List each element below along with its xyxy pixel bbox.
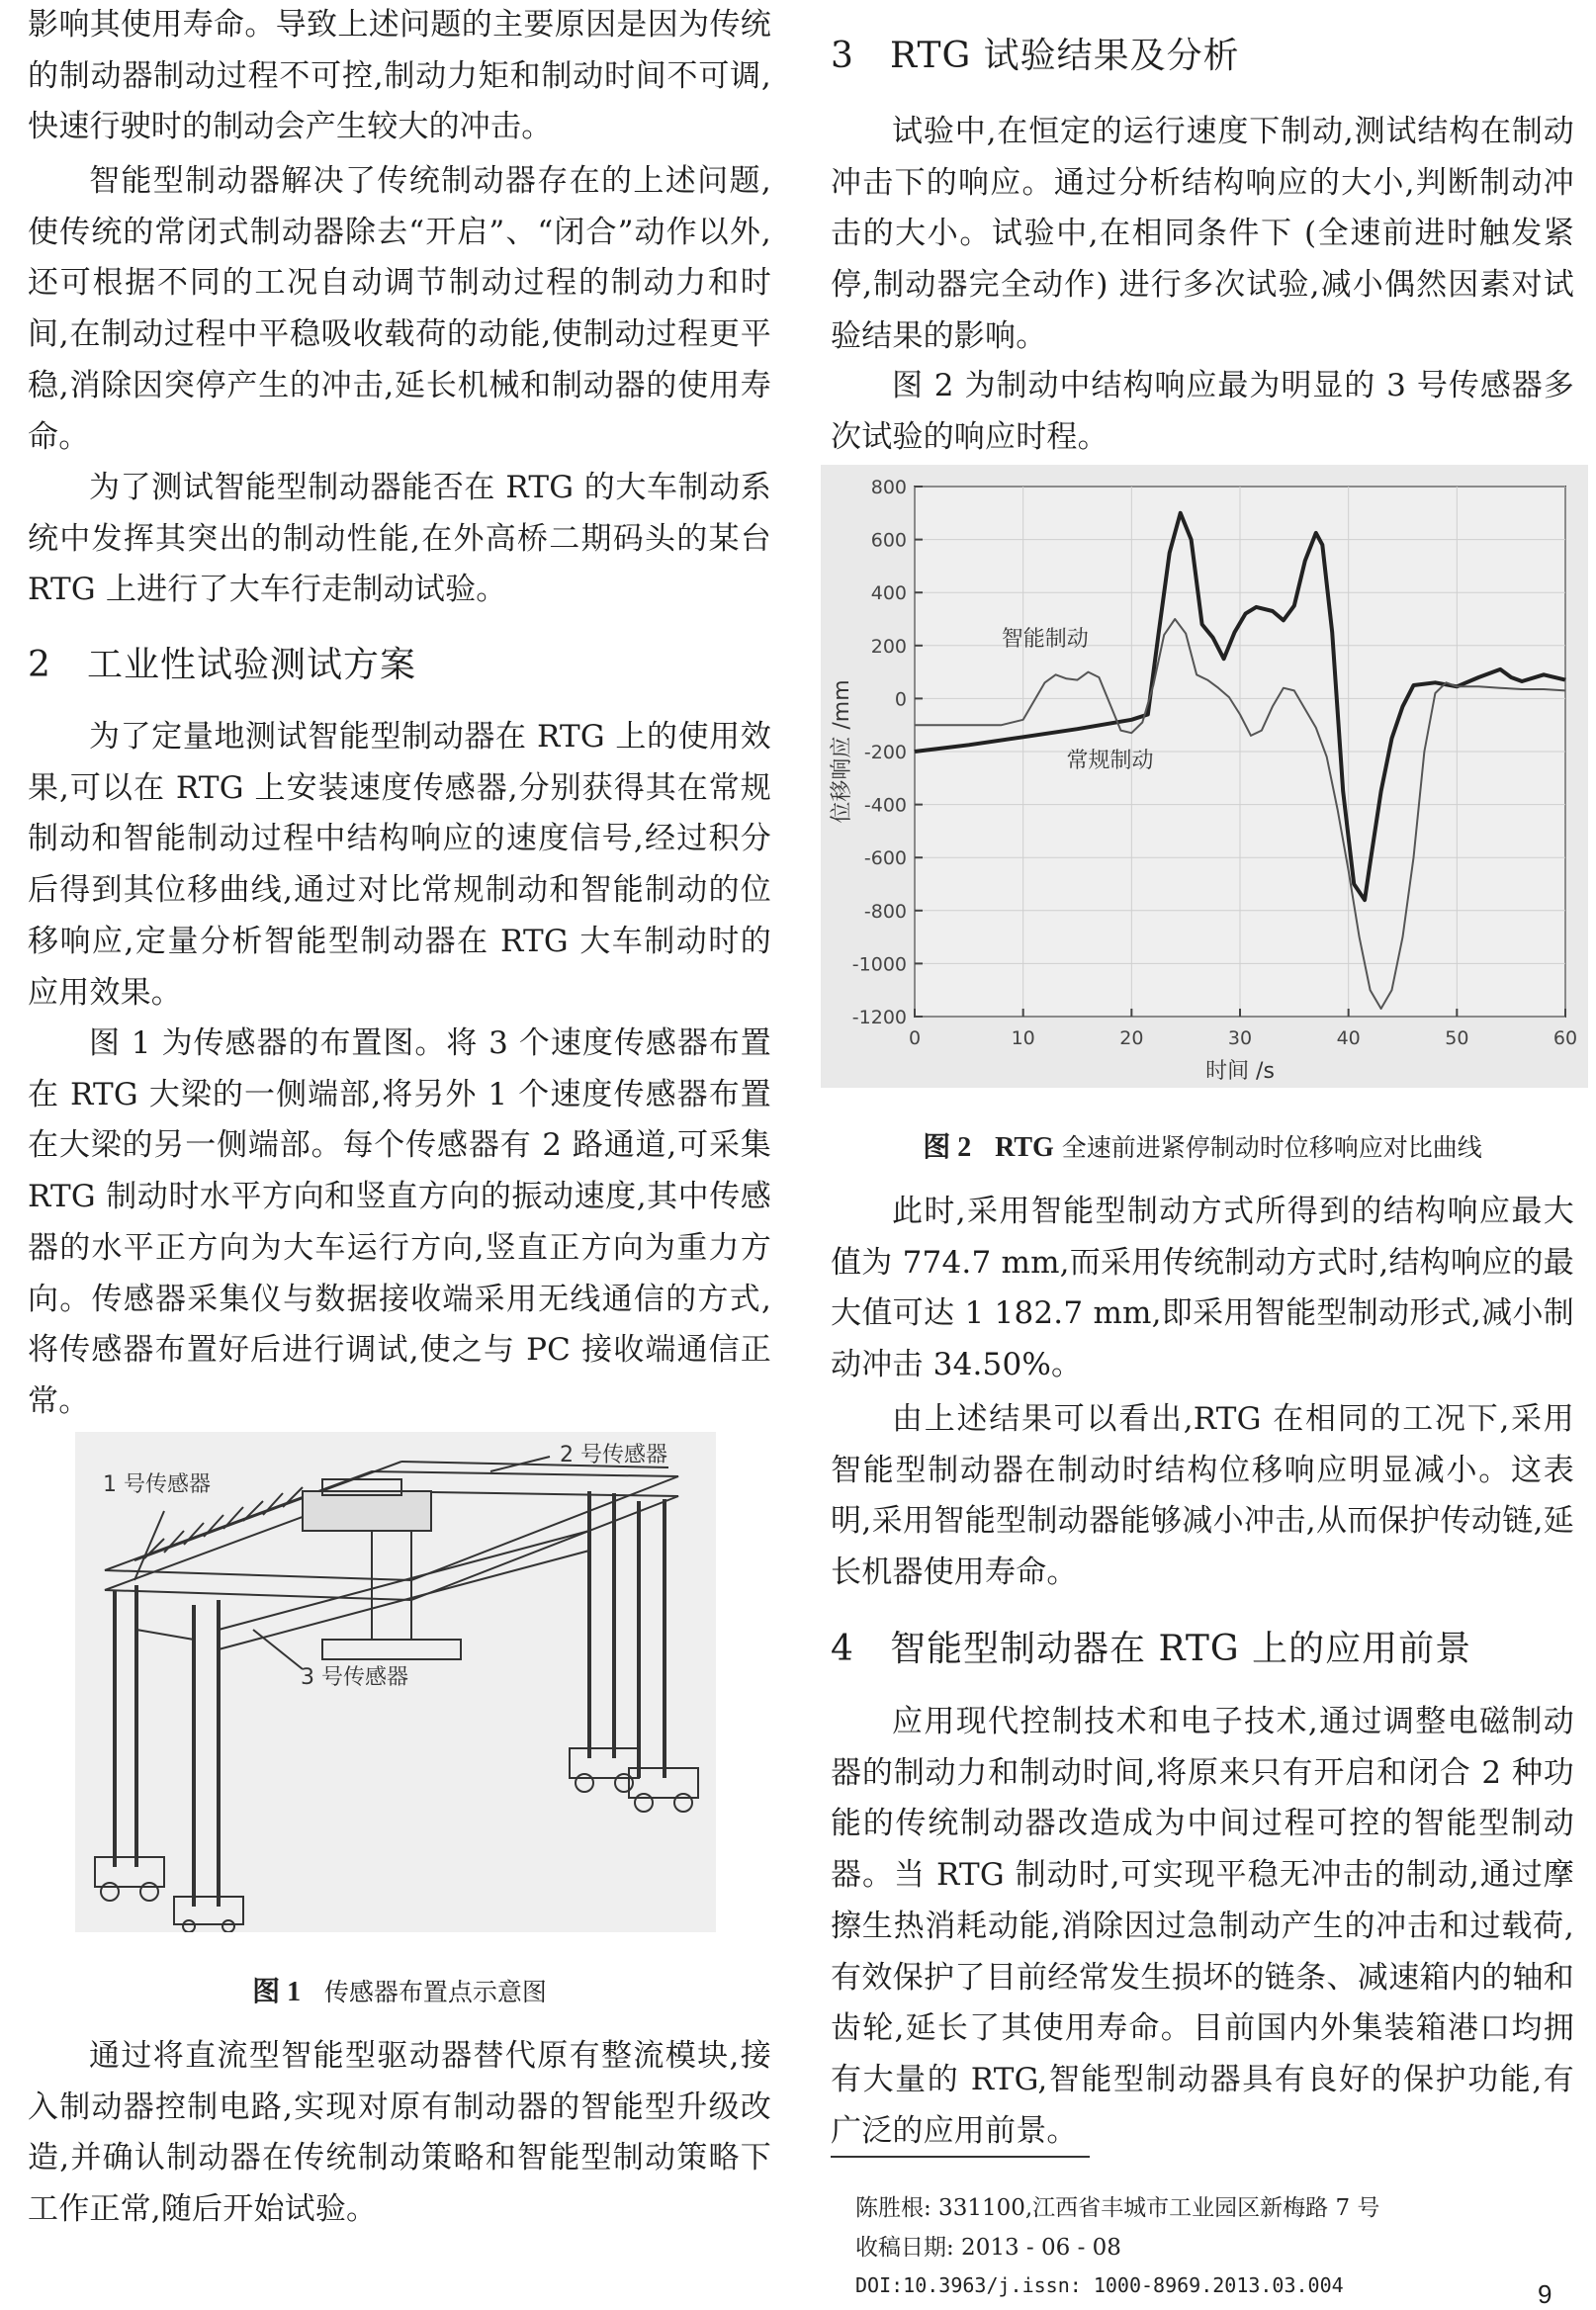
paragraph-3: 为了测试智能型制动器能否在 RTG 的大车制动系统中发挥其突出的制动性能,在外高桥二期码头的某台 RTG 上进行了大车行走制动试验。 xyxy=(28,470,771,608)
paragraph-7: 试验中,在恒定的运行速度下制动,测试结构在制动冲击下的响应。通过分析结构响应的大小,判断制动冲击的大小。试验中,在相同条件下 (全速前进时触发紧停,制动器完全动作) 进行多次试验,减小偶然因素对试验结果的影响。 xyxy=(831,114,1574,354)
figure-2-caption-text: 全速前进紧停制动时位移响应对比曲线 xyxy=(1061,1133,1482,1162)
figure-1-caption-text: 传感器布置点示意图 xyxy=(323,1978,547,2006)
displacement-chart xyxy=(821,465,1588,1088)
paragraph-10: 由上述结果可以看出,RTG 在相同的工况下,采用智能型制动器在制动时结构位移响应明显减小。这表明,采用智能型制动器能够减小冲击,从而保护传动链,延长机器使用寿命。 xyxy=(831,1401,1574,1591)
paragraph-1: 影响其使用寿命。导致上述问题的主要原因是因为传统的制动器制动过程不可控,制动力矩和制动时间不可调,快速行驶时的制动会产生较大的冲击。 xyxy=(28,7,771,145)
y-tick-label: -1200 xyxy=(851,1007,907,1028)
x-tick-label: 20 xyxy=(1119,1027,1144,1049)
y-tick-label: -200 xyxy=(863,742,907,763)
y-tick-label: 400 xyxy=(870,582,907,605)
x-tick-label: 50 xyxy=(1445,1027,1469,1049)
x-tick-label: 10 xyxy=(1011,1027,1035,1049)
section-2-heading xyxy=(28,641,771,690)
figure-2-caption xyxy=(831,1131,1574,1165)
figure-1-caption xyxy=(28,1976,771,2009)
paragraph-8: 图 2 为制动中结构响应最为明显的 3 号传感器多次试验的响应时程。 xyxy=(831,368,1574,455)
y-tick-label: -600 xyxy=(863,847,907,870)
section-4-title: 智能型制动器在 RTG 上的应用前景 xyxy=(890,1629,1472,1669)
paragraph-2: 智能型制动器解决了传统制动器存在的上述问题,使传统的常闭式制动器除去“开启”、“闭合”动作以外,还可根据不同的工况自动调节制动过程的制动力和时间,在制动过程中平稳吸收载荷的动能,使制动过程更平稳,消除因突停产生的冲击,延长机械和制动器的使用寿命。 xyxy=(28,163,771,455)
gantry-crane-drawing xyxy=(75,1432,716,1932)
section-2-title: 工业性试验测试方案 xyxy=(87,645,417,685)
figure-2-chart xyxy=(821,465,1588,1088)
paragraph-4: 为了定量地测试智能型制动器在 RTG 上的使用效果,可以在 RTG 上安装速度传感器,分别获得其在常规制动和智能制动过程中结构响应的速度信号,经过积分后得到其位移曲线,通过对比常规制动和智能制动的位移响应,定量分析智能型制动器在 RTG 大车制动时的应用效果。 xyxy=(28,719,771,1011)
section-3-number: 3 xyxy=(831,36,854,76)
x-tick-label: 30 xyxy=(1227,1027,1253,1049)
figure-2-number: 图 2 xyxy=(923,1132,972,1163)
y-axis-label: 位移响应 /mm xyxy=(830,679,854,824)
footnote-divider xyxy=(831,2156,1090,2158)
y-tick-label: 0 xyxy=(894,688,907,711)
figure-2-caption-bold: RTG xyxy=(995,1132,1054,1163)
section-3-title: RTG 试验结果及分析 xyxy=(890,36,1240,76)
y-tick-label: 200 xyxy=(870,635,907,658)
sensor-3-label: 3 号传感器 xyxy=(301,1665,408,1690)
figure-1-number: 图 1 xyxy=(252,1977,302,2007)
paragraph-9: 此时,采用智能型制动方式所得到的结构响应最大值为 774.7 mm,而采用传统制动方式时,结构响应的最大值可达 1 182.7 mm,即采用智能型制动形式,减小制动冲击 34.50%。 xyxy=(831,1194,1574,1383)
x-axis-label: 时间 /s xyxy=(1205,1059,1275,1084)
section-3-heading xyxy=(831,32,1574,81)
sensor-2-label: 2 号传感器 xyxy=(560,1443,667,1467)
series-annotation-1: 智能制动 xyxy=(1001,626,1089,652)
y-axis-ticks xyxy=(852,477,923,1028)
right-column-mid-2 xyxy=(831,1394,1574,1599)
figure-1-image xyxy=(75,1432,716,1932)
series-annotation-2: 常规制动 xyxy=(1066,749,1154,774)
paragraph-6: 通过将直流型智能型驱动器替代原有整流模块,接入制动器控制电路,实现对原有制动器的智能型升级改造,并确认制动器在传统制动策略和智能型制动策略下工作正常,随后开始试验。 xyxy=(28,2038,771,2228)
left-column-bottom xyxy=(28,2031,771,2236)
right-column-bottom xyxy=(831,1697,1574,2157)
section-4-wrap xyxy=(831,1625,1574,1674)
y-tick-label: -400 xyxy=(863,794,907,817)
paragraph-11: 应用现代控制技术和电子技术,通过调整电磁制动器的制动力和制动时间,将原来只有开启和闭合 2 种功能的传统制动器改造成为中间过程可控的智能型制动器。当 RTG 制动时,可实现平稳无冲击的制动,通过摩擦生热消耗动能,消除因过急制动产生的冲击和过载荷,有效保护了目前经常发生损坏的链条、减速箱内的轴和齿轮,延长了其使用寿命。目前国内外集装箱港口均拥有大量的 RTG,智能型制动器具有良好的保护功能,有广泛的应用前景。 xyxy=(831,1704,1574,2149)
sensor-1-label: 1 号传感器 xyxy=(103,1472,211,1497)
x-tick-label: 40 xyxy=(1336,1027,1361,1049)
x-tick-label: 0 xyxy=(908,1027,922,1049)
y-tick-label: -800 xyxy=(863,900,907,923)
paragraph-5: 图 1 为传感器的布置图。将 3 个速度传感器布置在 RTG 大梁的一侧端部,将另外 1 个速度传感器布置在大梁的另一侧端部。每个传感器有 2 路通道,可采集 RTG 制动时水平方向和竖直方向的振动速度,其中传感器的水平正方向为大车运行方向,竖直正方向为重力方向。传感器采集仪与数据接收端采用无线通信的方式,将传感器布置好后进行调试,使之与 PC 接收端通信正常。 xyxy=(28,1025,771,1419)
footnote-doi: DOI:10.3963/j.issn: 1000-8969.2013.03.004 xyxy=(855,2273,1344,2297)
x-tick-label: 60 xyxy=(1552,1027,1578,1049)
section-4-heading xyxy=(831,1625,1574,1674)
section-2-number: 2 xyxy=(28,645,51,685)
y-tick-label: 600 xyxy=(870,529,907,552)
right-column-mid xyxy=(831,1187,1574,1391)
y-tick-label: -1000 xyxy=(851,953,907,976)
footnote-received: 收稿日期: 2013 - 06 - 08 xyxy=(855,2235,1121,2261)
section-4-number: 4 xyxy=(831,1629,854,1669)
footnote-author: 陈胜根: 331100,江西省丰城市工业园区新梅路 7 号 xyxy=(855,2195,1380,2221)
y-tick-label: 800 xyxy=(870,477,907,498)
page-number: 9 xyxy=(1538,2279,1552,2309)
